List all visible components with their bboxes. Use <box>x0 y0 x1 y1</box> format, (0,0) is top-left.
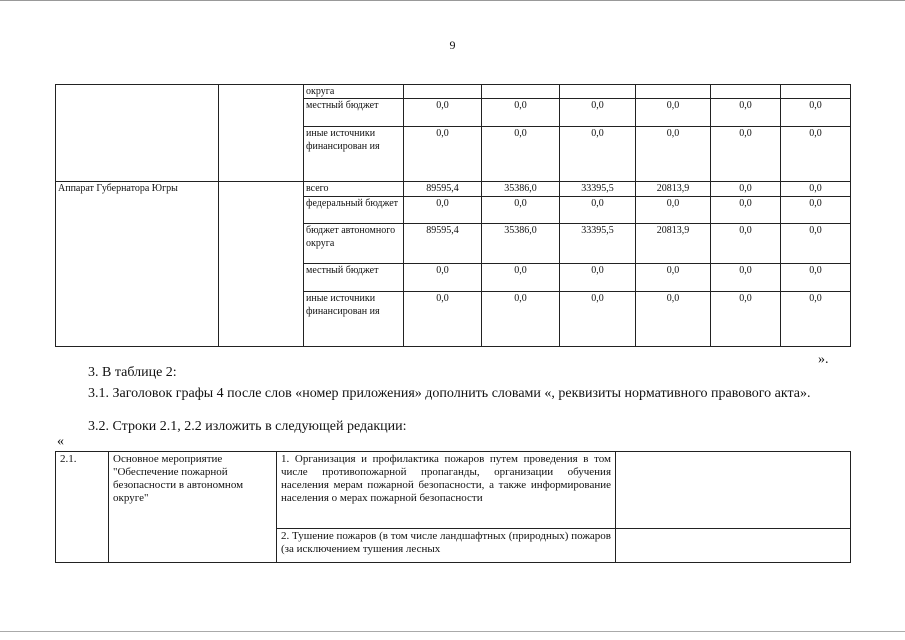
amount-cell: 0,0 <box>711 224 781 264</box>
open-quote: « <box>57 434 64 449</box>
org-name: Аппарат Губернатора Югры <box>56 182 219 347</box>
empty-cell <box>616 452 851 529</box>
amount-cell: 0,0 <box>404 264 482 292</box>
amount-cell <box>482 85 560 99</box>
amount-cell: 0,0 <box>404 127 482 182</box>
table-row <box>56 85 851 99</box>
amount-cell: 0,0 <box>781 127 851 182</box>
funding-source: местный бюджет <box>304 99 404 127</box>
amount-cell: 0,0 <box>636 292 711 347</box>
funding-source: местный бюджет <box>304 264 404 292</box>
amount-cell: 0,0 <box>404 197 482 224</box>
amount-cell: 0,0 <box>781 292 851 347</box>
empty-cell <box>219 182 304 347</box>
amount-cell: 0,0 <box>781 182 851 197</box>
item-3-1: 3.1. Заголовок графы 4 после слов «номер приложения» дополнить словами «, реквизиты нормативного правового акта». <box>88 386 811 401</box>
funding-table <box>55 84 851 347</box>
amount-cell: 0,0 <box>711 99 781 127</box>
amount-cell: 35386,0 <box>482 182 560 197</box>
item-3: 3. В таблице 2: <box>88 365 177 380</box>
amount-cell: 0,0 <box>711 182 781 197</box>
measure-desc-1: 1. Организация и профилактика пожаров путем проведения в том числе противопожарной пропаганды, организации обучения населения мерам пожарной безопасности, а также информирование населения о мерах пожарной безопасности <box>277 452 616 529</box>
measures-table <box>55 451 851 563</box>
amount-cell: 0,0 <box>482 197 560 224</box>
amount-cell: 0,0 <box>560 264 636 292</box>
amount-cell: 0,0 <box>781 224 851 264</box>
amount-cell <box>404 85 482 99</box>
amount-cell: 0,0 <box>482 292 560 347</box>
amount-cell <box>711 85 781 99</box>
funding-source: бюджет автономного округа <box>304 224 404 264</box>
amount-cell: 89595,4 <box>404 182 482 197</box>
amount-cell: 0,0 <box>404 292 482 347</box>
amount-cell: 89595,4 <box>404 224 482 264</box>
amount-cell: 0,0 <box>711 197 781 224</box>
empty-cell <box>219 85 304 182</box>
org-cell <box>56 85 219 182</box>
amount-cell: 0,0 <box>711 127 781 182</box>
amount-cell <box>560 85 636 99</box>
amount-cell: 0,0 <box>560 292 636 347</box>
item-3-2: 3.2. Строки 2.1, 2.2 изложить в следующей редакции: <box>88 419 407 434</box>
amount-cell: 33395,5 <box>560 182 636 197</box>
amount-cell: 0,0 <box>404 99 482 127</box>
scan-bottom-edge <box>0 631 905 632</box>
amount-cell: 20813,9 <box>636 182 711 197</box>
amount-cell <box>781 85 851 99</box>
amount-cell: 0,0 <box>482 127 560 182</box>
closing-quote: ». <box>818 352 829 367</box>
amount-cell: 0,0 <box>482 264 560 292</box>
amount-cell: 0,0 <box>636 127 711 182</box>
funding-source: федеральный бюджет <box>304 197 404 224</box>
amount-cell: 0,0 <box>781 99 851 127</box>
amount-cell: 0,0 <box>711 292 781 347</box>
amount-cell: 0,0 <box>560 99 636 127</box>
amount-cell: 0,0 <box>560 127 636 182</box>
amount-cell <box>636 85 711 99</box>
empty-cell <box>616 529 851 563</box>
amount-cell: 0,0 <box>711 264 781 292</box>
amount-cell: 0,0 <box>781 197 851 224</box>
amount-cell: 0,0 <box>482 99 560 127</box>
table-row <box>56 182 851 197</box>
amount-cell: 0,0 <box>636 264 711 292</box>
funding-source: иные источники финансирован ия <box>304 292 404 347</box>
amount-cell: 0,0 <box>636 99 711 127</box>
amount-cell: 0,0 <box>781 264 851 292</box>
page-number: 9 <box>449 38 456 52</box>
funding-source: иные источники финансирован ия <box>304 127 404 182</box>
amount-cell: 0,0 <box>636 197 711 224</box>
amount-cell: 33395,5 <box>560 224 636 264</box>
row-number: 2.1. <box>56 452 109 563</box>
measure-title: Основное мероприятие "Обеспечение пожарной безопасности в автономном округе" <box>109 452 277 563</box>
amount-cell: 0,0 <box>560 197 636 224</box>
amount-cell: 20813,9 <box>636 224 711 264</box>
funding-source: всего <box>304 182 404 197</box>
funding-source: округа <box>304 85 404 99</box>
scan-top-edge <box>0 0 905 1</box>
amount-cell: 35386,0 <box>482 224 560 264</box>
measure-desc-2: 2. Тушение пожаров (в том числе ландшафтных (природных) пожаров (за исключением тушения лесных <box>277 529 616 563</box>
